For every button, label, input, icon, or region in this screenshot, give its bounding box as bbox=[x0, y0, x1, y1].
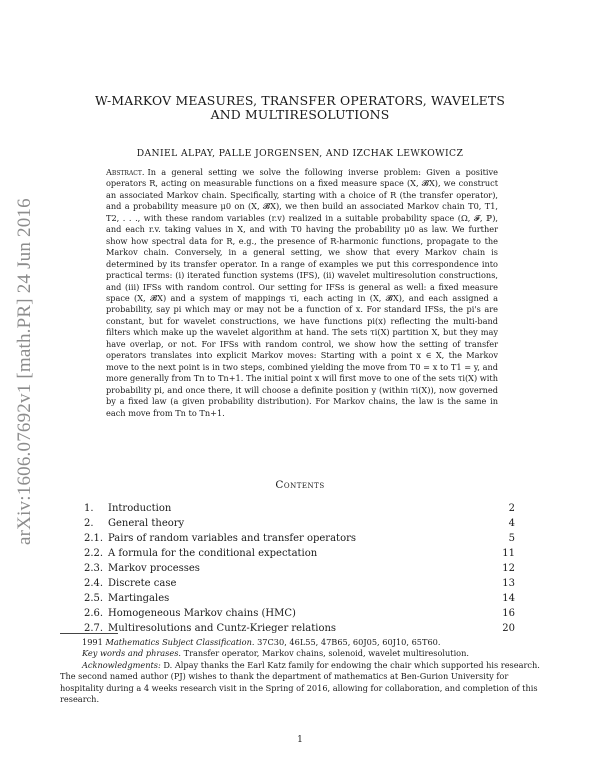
toc-title: Multiresolutions and Cuntz-Krieger relations bbox=[108, 623, 337, 634]
toc-number: 2. bbox=[84, 518, 94, 529]
title-line-2: AND MULTIRESOLUTIONS bbox=[210, 107, 390, 122]
arxiv-stamp: arXiv:1606.07692v1 [math.PR] 24 Jun 2016 bbox=[14, 198, 35, 545]
msc-label: Mathematics Subject Classification. bbox=[105, 637, 255, 647]
title-line-1: W-MARKOV MEASURES, TRANSFER OPERATORS, WAVELETS bbox=[94, 93, 506, 108]
toc-title: General theory bbox=[108, 518, 185, 529]
table-of-contents bbox=[84, 501, 515, 636]
toc-page: 11 bbox=[502, 548, 515, 559]
toc-page: 14 bbox=[502, 593, 515, 604]
toc-page: 4 bbox=[508, 518, 515, 529]
contents-heading: Contents bbox=[275, 479, 325, 491]
toc-entry[interactable] bbox=[84, 561, 515, 576]
toc-entry[interactable] bbox=[84, 591, 515, 606]
toc-title: Martingales bbox=[108, 593, 170, 604]
toc-entry[interactable] bbox=[84, 531, 515, 546]
toc-entry[interactable] bbox=[84, 516, 515, 531]
toc-entry[interactable] bbox=[84, 606, 515, 621]
authors: DANIEL ALPAY, PALLE JORGENSEN, AND IZCHAK LEWKOWICZ bbox=[136, 148, 464, 159]
toc-title: Markov processes bbox=[108, 563, 200, 574]
toc-entry[interactable] bbox=[84, 501, 515, 516]
toc-number: 2.2. bbox=[84, 548, 104, 559]
toc-page: 5 bbox=[508, 533, 515, 544]
abstract bbox=[106, 167, 498, 419]
msc-codes: 37C30, 46L55, 47B65, 60J05, 60J10, 65T60. bbox=[257, 637, 441, 647]
keywords-footnote bbox=[60, 648, 540, 659]
acknowledgments-label: Acknowledgments: bbox=[82, 659, 161, 670]
toc-number: 2.3. bbox=[84, 563, 104, 574]
abstract-text: In a general setting we solve the following inverse problem: Given a positive operators R, acting on measurable functions on a fixed measure space (X, 𝓑X), we construct an associated Markov chain. Specifically, starting with a choice of R (the transfer operator), and a probability measure μ0 on (X, 𝓑X), we then build an associated Markov chain T0, T1, T2, . . ., with these random variables (r.v) realized in a suitable probability space (Ω, 𝓕, ℙ), and each r.v. taking values in X, and with T0 having the probability μ0 as law. We further show how spectral data for R, e.g., the presence of R-harmonic functions, propagate to the Markov chain. Conversely, in a general setting, we show that every Markov chain is determined by its transfer operator. In a range of examples we put this correspondence into practical terms: (i) iterated function systems (IFS), (ii) wavelet multiresolution constructions, and (iii) IFSs with random control. Our setting for IFSs is general as well: a fixed measure space (X, 𝓑X) and a system of mappings τi, each acting in (X, 𝓑X), and each assigned a probability, say pi which may or may not be a function of x. For standard IFSs, the pi's are constant, but for wavelet constructions, we have functions pi(x) reflecting the multi-band filters which make up the wavelet algorithm at hand. The sets τi(X) partition X, but they may have overlap, or not. For IFSs with random control, we show how the setting of transfer operators translates into explicit Markov moves: Starting with a point x ∈ X, the Markov move to the next point is in two steps, combined yielding the move from T0 = x to T1 = y, and more generally from Tn to Tn+1. The initial point x will first move to one of the sets τi(X) with probability pi, and once there, it will choose a definite position y (within τi(X)), now governed by a fixed law (a given probability distribution). For Markov chains, the law is the same in each move from Tn to Tn+1. bbox=[106, 167, 498, 418]
toc-page: 2 bbox=[508, 503, 515, 514]
toc-title: Pairs of random variables and transfer operators bbox=[108, 533, 357, 544]
toc-entry[interactable] bbox=[84, 546, 515, 561]
toc-title: Homogeneous Markov chains (HMC) bbox=[108, 608, 296, 619]
toc-entry[interactable] bbox=[84, 576, 515, 591]
page-number: 1 bbox=[297, 735, 303, 745]
toc-title: Discrete case bbox=[108, 578, 177, 589]
acknowledgments-footnote bbox=[60, 660, 540, 706]
footnotes bbox=[60, 637, 540, 705]
toc-page: 20 bbox=[502, 623, 515, 634]
abstract-label: Abstract. bbox=[106, 167, 145, 177]
toc-number: 1. bbox=[84, 503, 94, 514]
acknowledgments-text: D. Alpay thanks the Earl Katz family for endowing the chair which supported his research. The second named author (PJ) wishes to thank the department of mathematics at Ben-Gurion University for hospitality during a 4 weeks research visit in the Spring of 2016, allowing for collaboration, and completion of this research. bbox=[60, 659, 540, 705]
toc-page: 16 bbox=[502, 608, 515, 619]
toc-entry[interactable] bbox=[84, 621, 515, 636]
msc-year: 1991 bbox=[82, 637, 103, 647]
toc-number: 2.7. bbox=[84, 623, 104, 634]
toc-number: 2.4. bbox=[84, 578, 104, 589]
footnote-divider bbox=[60, 633, 118, 634]
toc-number: 2.5. bbox=[84, 593, 104, 604]
keywords: Transfer operator, Markov chains, solenoid, wavelet multiresolution. bbox=[183, 648, 469, 659]
toc-page: 13 bbox=[502, 578, 515, 589]
toc-number: 2.1. bbox=[84, 533, 104, 544]
paper-title bbox=[60, 94, 540, 122]
toc-page: 12 bbox=[502, 563, 515, 574]
msc-footnote bbox=[60, 637, 540, 648]
keywords-label: Key words and phrases. bbox=[82, 648, 182, 659]
toc-title: A formula for the conditional expectation bbox=[108, 548, 318, 559]
toc-title: Introduction bbox=[108, 503, 172, 514]
toc-number: 2.6. bbox=[84, 608, 104, 619]
